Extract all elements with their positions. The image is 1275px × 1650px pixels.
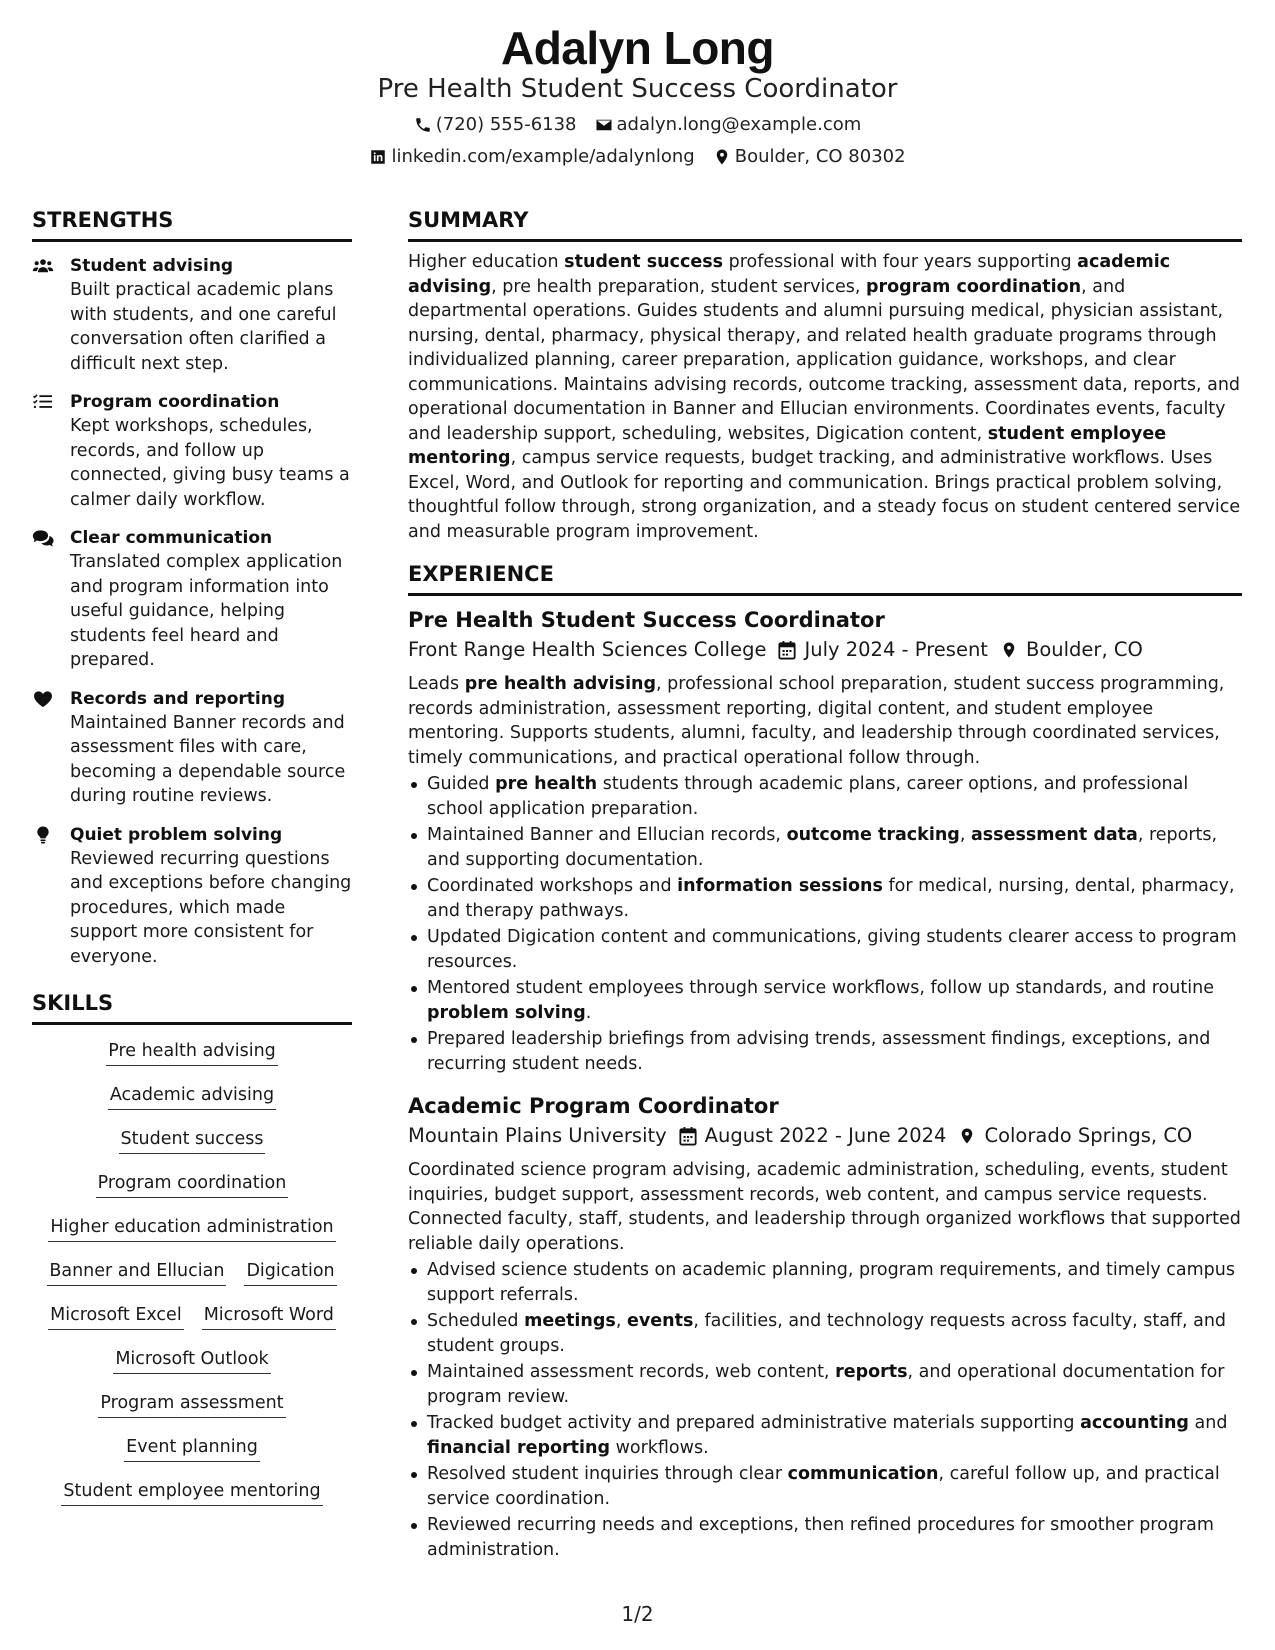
summary-heading: SUMMARY — [408, 206, 1242, 242]
bold-phrase: student employee mentoring — [408, 423, 1167, 468]
job-organization: Mountain Plains University — [408, 1124, 667, 1147]
skill-tag: Student employee mentoring — [61, 1479, 322, 1506]
skill-tag: Banner and Ellucian — [47, 1259, 226, 1286]
job-location-text: Boulder, CO — [1025, 638, 1143, 661]
skill-row — [32, 1039, 352, 1066]
bold-phrase: outcome tracking — [786, 825, 960, 845]
strength-description: Reviewed recurring questions and exceptions before changing procedures, which made support more consistent for everyone. — [70, 848, 352, 967]
job-entry — [408, 1092, 1242, 1562]
users-icon — [32, 254, 70, 376]
job-description: Leads pre health advising, professional school preparation, student success programming, records administration, assessment reporting, digital content, and student employee mentoring. Supports students, alumni, faculty, and leadership through coordinated services, timely communications, and practical operational follow through. — [408, 674, 1225, 768]
skill-row — [32, 1215, 352, 1242]
strength-body — [70, 823, 352, 970]
skill-row — [32, 1083, 352, 1110]
strength-item — [32, 526, 352, 673]
job-location — [958, 1122, 1192, 1150]
skill-tag: Academic advising — [108, 1083, 276, 1110]
bold-phrase: assessment data — [970, 825, 1138, 845]
strength-description: Kept workshops, schedules, records, and follow up connected, giving busy teams a calmer daily workflow. — [70, 416, 350, 510]
skills-list — [32, 1039, 352, 1506]
strength-description: Built practical academic plans with students, and one careful conversation often clarified a difficult next step. — [70, 280, 337, 374]
strengths-list — [32, 254, 352, 969]
skills-heading: SKILLS — [32, 989, 352, 1025]
skill-tag: Event planning — [124, 1435, 260, 1462]
job-bullet: Reviewed recurring needs and exceptions, then refined procedures for smoother program administration. — [408, 1513, 1242, 1562]
strength-description: Maintained Banner records and assessment files with care, becoming a dependable source during routine reviews. — [70, 712, 346, 806]
job-bullet: Advised science students on academic planning, program requirements, and timely campus support referrals. — [408, 1258, 1242, 1307]
job-meta — [408, 636, 1242, 664]
skill-row — [32, 1259, 352, 1286]
skill-tag: Microsoft Excel — [48, 1303, 184, 1330]
skill-tag: Higher education administration — [48, 1215, 335, 1242]
job-bullet: Guided pre health students through academic plans, career options, and professional school application preparation. — [408, 772, 1242, 821]
job-bullet: Maintained Banner and Ellucian records, outcome tracking, assessment data, reports, and supporting documentation. — [408, 823, 1242, 872]
strength-item — [32, 687, 352, 809]
skill-row — [32, 1303, 352, 1330]
contact-row-2 — [0, 146, 1275, 168]
strength-body — [70, 254, 352, 376]
job-bullet: Mentored student employees through service workflows, follow up standards, and routine problem solving. — [408, 976, 1242, 1025]
bold-phrase: student success — [564, 252, 724, 272]
strength-item — [32, 254, 352, 376]
list-check-icon — [32, 390, 70, 512]
contact-phone[interactable] — [414, 114, 577, 136]
bold-phrase: reports — [835, 1362, 908, 1382]
strength-title: Student advising — [70, 256, 234, 276]
lightbulb-icon — [32, 823, 70, 970]
skill-tag: Program assessment — [98, 1391, 285, 1418]
linkedin-text: linkedin.com/example/adalynlong — [391, 146, 695, 167]
heart-icon — [32, 687, 70, 809]
bold-phrase: pre health — [495, 774, 598, 794]
strength-title: Clear communication — [70, 528, 273, 548]
bold-phrase: program coordination — [865, 276, 1082, 297]
job-dates-text: July 2024 - Present — [804, 638, 988, 661]
skill-row — [32, 1391, 352, 1418]
job-bullet: Maintained assessment records, web content, reports, and operational documentation for program review. — [408, 1360, 1242, 1409]
map-pin-icon — [713, 148, 731, 166]
candidate-title: Pre Health Student Success Coordinator — [377, 74, 898, 104]
strength-item — [32, 823, 352, 970]
bold-phrase: communication — [787, 1464, 939, 1484]
job-bullet: Coordinated workshops and information sessions for medical, nursing, dental, pharmacy, and therapy pathways. — [408, 874, 1242, 923]
bold-phrase: pre health advising — [464, 674, 657, 694]
job-bullet: Resolved student inquiries through clear communication, careful follow up, and practical service coordination. — [408, 1462, 1242, 1511]
job-bullet: Scheduled meetings, events, facilities, and technology requests across faculty, staff, and student groups. — [408, 1309, 1242, 1358]
left-column — [32, 206, 352, 1523]
skill-tag: Digication — [244, 1259, 336, 1286]
phone-icon — [414, 116, 432, 134]
comments-icon — [32, 526, 70, 673]
bold-phrase: problem solving — [427, 1002, 586, 1023]
contact-location — [713, 146, 906, 168]
bold-phrase: financial reporting — [427, 1437, 610, 1458]
calendar-icon — [778, 640, 796, 660]
strength-description: Translated complex application and program information into useful guidance, helping students feel heard and prepared. — [70, 552, 343, 670]
bold-phrase: meetings — [524, 1311, 616, 1331]
strength-title: Records and reporting — [70, 688, 285, 709]
skills-section — [32, 989, 352, 1506]
strength-title: Program coordination — [70, 392, 280, 412]
skill-row — [32, 1347, 352, 1374]
skill-row — [32, 1171, 352, 1198]
contact-row-1 — [0, 114, 1275, 136]
job-meta — [408, 1122, 1242, 1150]
job-title: Pre Health Student Success Coordinator — [408, 608, 885, 632]
job-organization: Front Range Health Sciences College — [408, 638, 767, 661]
skill-row — [32, 1479, 352, 1506]
experience-section — [408, 560, 1242, 1562]
strength-title: Quiet problem solving — [70, 824, 283, 845]
job-dates — [679, 1122, 947, 1150]
bold-phrase: events — [626, 1311, 694, 1331]
contact-linkedin[interactable] — [369, 146, 694, 168]
experience-heading: EXPERIENCE — [408, 560, 1242, 596]
strength-body — [70, 526, 352, 673]
job-bullets — [408, 1258, 1242, 1562]
job-location — [1000, 636, 1143, 664]
linkedin-icon — [369, 148, 387, 166]
bold-phrase: academic advising — [408, 252, 1171, 297]
job-bullets — [408, 772, 1242, 1076]
calendar-icon — [679, 1126, 697, 1146]
right-column — [408, 206, 1242, 1564]
email-text: adalyn.long@example.com — [616, 114, 862, 135]
skill-row — [32, 1127, 352, 1154]
jobs-list — [408, 606, 1242, 1562]
resume-header — [0, 22, 1275, 168]
bold-phrase: accounting — [1080, 1413, 1189, 1433]
strengths-heading: STRENGTHS — [32, 206, 352, 242]
phone-text: (720) 555-6138 — [435, 114, 577, 135]
skill-tag: Program coordination — [96, 1171, 289, 1198]
job-bullet: Tracked budget activity and prepared administrative materials supporting accounting and financial reporting workflows. — [408, 1411, 1242, 1460]
bold-phrase: information sessions — [677, 876, 883, 896]
skill-tag: Student success — [119, 1127, 266, 1154]
job-dates — [778, 636, 988, 664]
summary-text: Higher education student success professional with four years supporting academic advising, pre health preparation, student services, program coordination, and departmental operations. Guides students and alumni pursuing medical, physician assistant, nursing, dental, pharmacy, physical therapy, and related health graduate programs through individualized planning, career preparation, application guidance, workshops, and clear communications. Maintains advising records, outcome tracking, assessment data, reports, and operational documentation in Banner and Ellucian environments. Coordinates events, faculty and leadership support, scheduling, websites, Digication content, student employee mentoring, campus service requests, budget tracking, and administrative workflows. Uses Excel, Word, and Outlook for reporting and communication. Brings practical problem solving, thoughtful follow through, strong organization, and a steady focus on student centered service and measurable program improvement. — [408, 252, 1241, 542]
job-description: Coordinated science program advising, academic administration, scheduling, events, student inquiries, budget support, assessment records, web content, and campus service requests. Connected faculty, staff, students, and leadership through organized workflows that supported reliable daily operations. — [408, 1160, 1241, 1254]
candidate-name: Adalyn Long — [500, 22, 775, 74]
skill-tag: Microsoft Word — [202, 1303, 336, 1330]
contact-email[interactable] — [595, 114, 862, 136]
skill-tag: Microsoft Outlook — [113, 1347, 270, 1374]
job-bullet: Prepared leadership briefings from advising trends, assessment findings, exceptions, and recurring student needs. — [408, 1027, 1242, 1076]
strength-item — [32, 390, 352, 512]
location-text: Boulder, CO 80302 — [734, 146, 906, 167]
strength-body — [70, 687, 352, 809]
map-pin-icon — [1000, 640, 1018, 660]
skill-tag: Pre health advising — [106, 1039, 278, 1066]
strength-body — [70, 390, 352, 512]
job-title: Academic Program Coordinator — [408, 1094, 779, 1118]
job-location-text: Colorado Springs, CO — [984, 1124, 1193, 1147]
skill-row — [32, 1435, 352, 1462]
map-pin-icon — [958, 1126, 976, 1146]
job-entry — [408, 606, 1242, 1076]
page-number: 1/2 — [621, 1602, 654, 1626]
envelope-icon — [595, 116, 613, 134]
job-bullet: Updated Digication content and communications, giving students clearer access to program resources. — [408, 925, 1242, 974]
job-dates-text: August 2022 - June 2024 — [704, 1124, 947, 1147]
